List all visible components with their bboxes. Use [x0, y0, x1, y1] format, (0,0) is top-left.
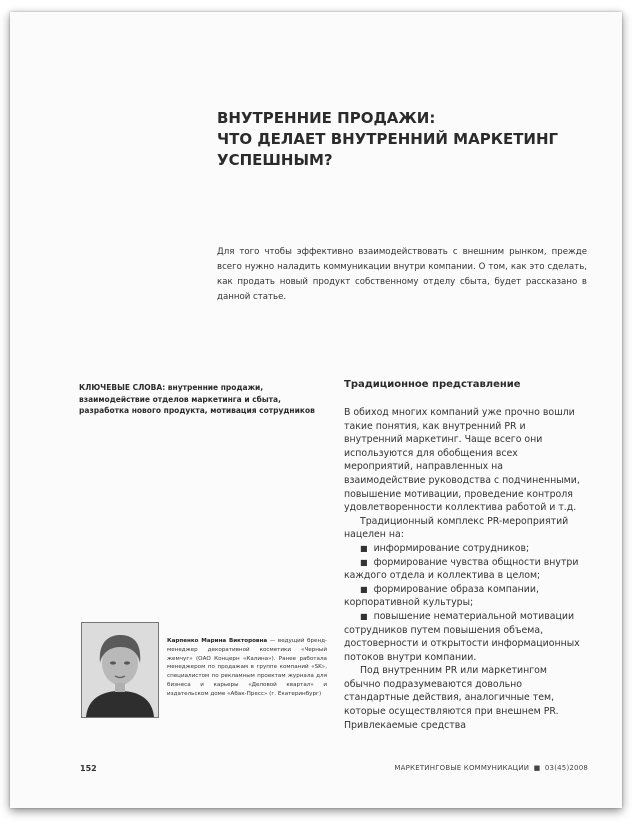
paragraph: Традиционный комплекс PR-мероприятий нацелен на:	[344, 515, 569, 541]
page-number: 152	[80, 764, 97, 773]
magazine-page	[10, 12, 622, 808]
author-description: — ведущий бренд-менеджер декоративной косметики «Черный жемчуг» (ОАО Концерн «Калина»). Ранее работала менеджером по продажам в группе компаний «SK», специалистом по рекламным проектам журнала для бизнеса и карьеры «Деловой квартал» и издательском доме «Абак-Пресс» (г. Екатеринбург)	[167, 638, 327, 697]
separator-square: ■	[533, 764, 541, 772]
author-name: Карпенко Марина Викторовна	[167, 638, 268, 644]
article-lead: Для того чтобы эффективно взаимодействовать с внешним рынком, прежде всего нужно наладить коммуникации внутри компании. О том, как это сделать, как продать новый продукт собственному отделу сбыта, будет рассказано в данной статье.	[217, 247, 587, 302]
bullet-item: ■ информирование сотрудников;	[344, 542, 586, 556]
paragraph: В обиход многих компаний уже прочно вошли такие понятия, как внутренний PR и внутренний маркетинг. Чаще всего они используются для обобщения всех мероприятий, направленных на взаимодействие руководства с подчиненными, повышение мотивации, проведение контроля удовлетворенности коллектива работой и т.д.	[344, 407, 580, 514]
article-body	[344, 378, 586, 732]
keywords: КЛЮЧЕВЫЕ СЛОВА: внутренние продажи, взаимодействие отделов маркетинга и сбыта, разработка нового продукта, мотивация сотрудников	[79, 383, 315, 415]
bullet-item: ■ формирование чувства общности внутри каждого отдела и коллектива в целом;	[344, 556, 586, 583]
running-footer	[394, 764, 588, 772]
bullet-item: ■ повышение нематериальной мотивации сотрудников путем повышения объема, достоверности и открытости информационных потоков внутри компании.	[344, 610, 586, 664]
article-title	[217, 108, 597, 171]
author-bio	[167, 637, 327, 699]
journal-name: МАРКЕТИНГОВЫЕ КОММУНИКАЦИИ	[394, 764, 530, 772]
title-line: ВНУТРЕННИЕ ПРОДАЖИ:	[217, 109, 436, 127]
author-photo	[81, 622, 159, 718]
issue-number: 03(45)2008	[544, 764, 588, 772]
title-line: ЧТО ДЕЛАЕТ ВНУТРЕННИЙ МАРКЕТИНГ	[217, 130, 559, 148]
section-title: Традиционное представление	[344, 379, 521, 390]
paragraph: Под внутренним PR или маркетингом обычно подразумеваются довольно стандартные действия, аналогичные тем, которые осуществляются при внешнем PR. Привлекаемые средства	[344, 665, 559, 731]
title-line: УСПЕШНЫМ?	[217, 151, 333, 169]
bullet-item: ■ формирование образа компании, корпоративной культуры;	[344, 583, 586, 610]
